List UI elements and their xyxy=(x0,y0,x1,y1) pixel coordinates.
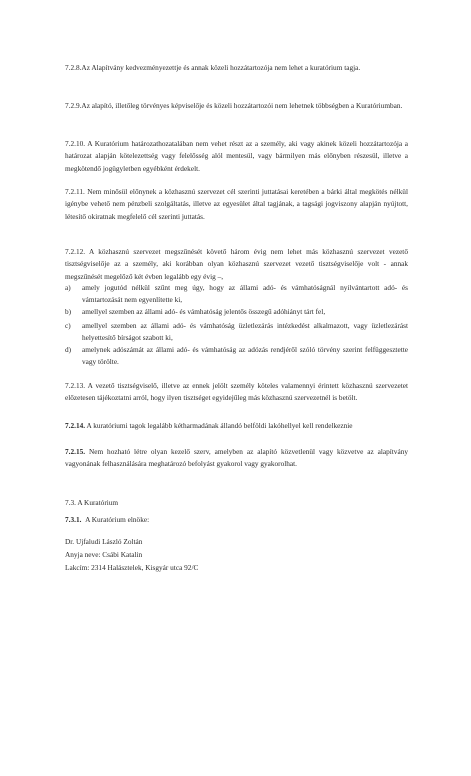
subsection-number: 7.3.1. xyxy=(65,515,82,524)
paragraph-7-2-13: 7.2.13. A vezető tisztségviselő, illetve az ennek jelölt személy köteles valamennyi érintett közhasznú szervezetet előzetesen tájékoztatni arról, hogy ilyen tisztséget egyidejűleg más közhasznú szervezetnél is betölt. xyxy=(65,381,408,403)
paragraph-7-2-8: 7.2.8.Az Alapítvány kedvezményezettje és annak közeli hozzátartozója nem lehet a kuratórium tagja. xyxy=(65,63,361,72)
person-name: Dr. Ujfaludi László Zoltán xyxy=(65,537,143,546)
paragraph-7-2-12: 7.2.12. A közhasznú szervezet megszűnését követő három évig nem lehet más közhasznú szervezet vezető tisztségviselője az a személy, aki korábban olyan közhasznú szervezet vezető tisztségviselője volt - annak megszűnését megelőző két évben legalább egy évig –, xyxy=(65,247,408,281)
list-item-c xyxy=(65,320,408,345)
subsection-heading xyxy=(65,514,149,526)
subsection-text: A Kuratórium elnöke: xyxy=(85,515,150,524)
list-item-b xyxy=(65,306,408,318)
list-text: amelynek adószámát az állami adó- és vámhatóság az adózás rendjéről szóló törvény szerint felfüggesztette vagy törölte. xyxy=(82,345,408,367)
list-text: amellyel szemben az állami adó- és vámhatóság jelentős összegű adóhiányt tárt fel, xyxy=(82,307,326,316)
paragraph-7-2-9: 7.2.9.Az alapító, illetőleg törvényes képviselője és közeli hozzátartozói nem lehetnek többségben a Kuratóriumban. xyxy=(65,101,403,110)
list-marker: a) xyxy=(65,283,71,292)
list-text: amellyel szemben az állami adó- és vámhatóság üzletlezárás intézkedést alkalmazott, vagy üzletlezárást helyettesítő bírságot szabott ki, xyxy=(82,321,408,343)
paragraph-7-2-11: 7.2.11. Nem minősül előnynek a közhasznú szervezet cél szerinti juttatásai keretében a bárki által megkötés nélkül igénybe vehető nem pénzbeli szolgáltatás, illetve az egyesület által tagjának, a tagsági jogviszony alapján nyújtott, létesítő okiratnak megfelelő cél szerinti juttatás. xyxy=(65,187,408,221)
list-marker: c) xyxy=(65,321,71,330)
person-mother-name: Anyja neve: Csábi Katalin xyxy=(65,550,143,559)
list-text: amely jogutód nélkül szűnt meg úgy, hogy az állami adó- és vámhatóságnál nyilvántartott adó- és vámtartozását nem egyenlítette ki, xyxy=(82,283,408,305)
paragraph-text: Nem hozható létre olyan kezelő szerv, amelyben az alapító közvetlenül vagy közvetve az alapítvány vagyonának felhasználására meghatározó befolyást gyakorol vagy gyakorolhat. xyxy=(65,447,408,469)
list-marker: d) xyxy=(65,345,72,354)
paragraph-7-2-15 xyxy=(65,446,408,471)
list-item-a xyxy=(65,282,408,307)
paragraph-7-2-14 xyxy=(65,420,408,432)
paragraph-7-2-10: 7.2.10. A Kuratórium határozathozatalában nem vehet részt az a személy, aki vagy akinek közeli hozzátartozója a határozat alapján kötelezettség vagy felelősség alól mentesül, vagy bármilyen más előnyben részesül, illetve a megkötendő jogügyletben egyébként érdekelt. xyxy=(65,139,408,173)
list-item-d xyxy=(65,344,408,369)
list-marker: b) xyxy=(65,307,72,316)
person-address: Lakcím: 2314 Halásztelek, Kisgyár utca 92/C xyxy=(65,563,199,572)
paragraph-text: A kuratóriumi tagok legalább kétharmadának állandó belföldi lakóhellyel kell rendelkeznie xyxy=(85,421,353,430)
paragraph-number: 7.2.15. xyxy=(65,447,86,456)
section-heading: 7.3. A Kuratórium xyxy=(65,498,119,507)
paragraph-number: 7.2.14. xyxy=(65,421,86,430)
